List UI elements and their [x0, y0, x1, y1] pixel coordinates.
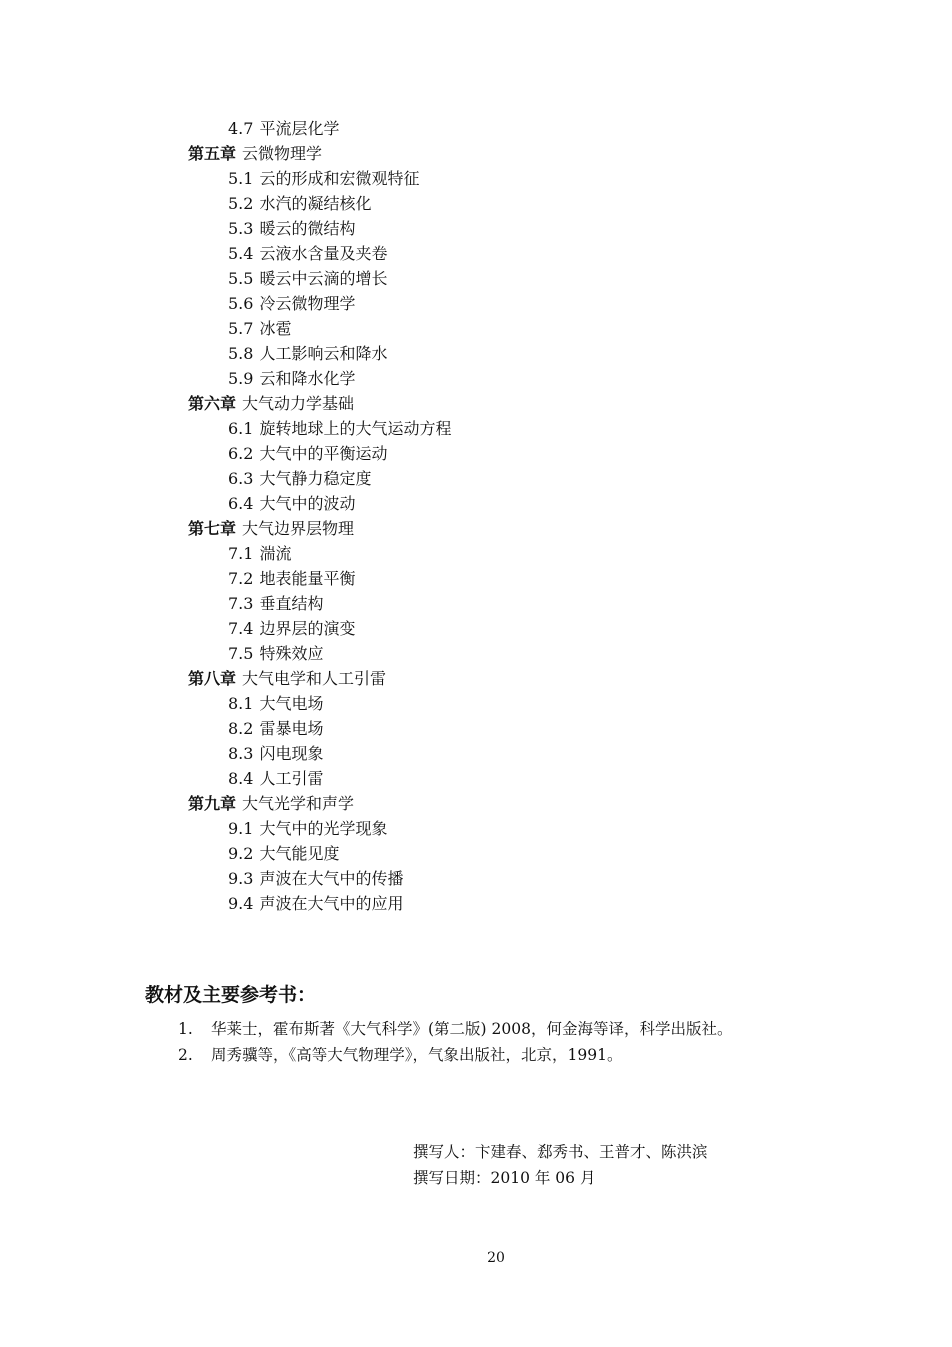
- toc-title: 大气中的波动: [259, 494, 356, 513]
- toc-number: 6.3: [228, 469, 254, 488]
- reference-item: [178, 1042, 878, 1068]
- toc-number: 7.3: [228, 594, 254, 613]
- toc-title: 暖云的微结构: [259, 219, 356, 238]
- toc-number: 5.2: [228, 194, 254, 213]
- toc-number: 4.7: [228, 119, 254, 138]
- toc-title: 声波在大气中的传播: [259, 869, 404, 888]
- toc-title: 垂直结构: [259, 594, 324, 613]
- toc-number: 7.5: [228, 644, 254, 663]
- toc-chapter: [188, 666, 788, 691]
- toc-title: 大气电场: [259, 694, 324, 713]
- toc-number: 第七章: [188, 519, 237, 538]
- toc-title: 边界层的演变: [259, 619, 356, 638]
- toc-number: 5.5: [228, 269, 254, 288]
- toc-section: [188, 541, 788, 566]
- toc-number: 5.3: [228, 219, 254, 238]
- toc-number: 9.1: [228, 819, 254, 838]
- toc-section: [188, 241, 788, 266]
- toc-number: 9.4: [228, 894, 254, 913]
- toc-title: 大气中的光学现象: [259, 819, 388, 838]
- toc-chapter: [188, 791, 788, 816]
- toc-number: 7.4: [228, 619, 254, 638]
- toc-title: 闪电现象: [259, 744, 324, 763]
- toc-section: [188, 866, 788, 891]
- toc-number: 8.4: [228, 769, 254, 788]
- toc-title: 地表能量平衡: [259, 569, 356, 588]
- toc-section: [188, 116, 788, 141]
- toc-section: [188, 641, 788, 666]
- reference-index: 1.: [178, 1020, 193, 1038]
- toc-number: 第五章: [188, 144, 237, 163]
- toc-number: 7.2: [228, 569, 254, 588]
- toc-title: 云液水含量及夹卷: [259, 244, 388, 263]
- toc-section: [188, 466, 788, 491]
- toc-title: 声波在大气中的应用: [259, 894, 404, 913]
- toc-title: 大气能见度: [259, 844, 340, 863]
- toc-section: [188, 366, 788, 391]
- toc-number: 5.7: [228, 319, 254, 338]
- toc-title: 云微物理学: [242, 144, 323, 163]
- toc-section: [188, 316, 788, 341]
- toc-section: [188, 741, 788, 766]
- toc-section: [188, 191, 788, 216]
- reference-text: 华莱士，霍布斯著《大气科学》(第二版) 2008，何金海等译，科学出版社。: [211, 1020, 733, 1038]
- toc-number: 第六章: [188, 394, 237, 413]
- toc-section: [188, 266, 788, 291]
- toc-number: 6.1: [228, 419, 254, 438]
- toc-title: 冷云微物理学: [259, 294, 356, 313]
- toc-title: 大气边界层物理: [242, 519, 355, 538]
- toc-section: [188, 591, 788, 616]
- toc-section: [188, 291, 788, 316]
- references-list: [178, 1016, 878, 1068]
- toc-title: 水汽的凝结核化: [259, 194, 372, 213]
- reference-index: 2.: [178, 1046, 193, 1064]
- date-line: 撰写日期：2010 年 06 月: [413, 1169, 596, 1187]
- reference-item: [178, 1016, 878, 1042]
- toc-number: 5.9: [228, 369, 254, 388]
- toc-title: 特殊效应: [259, 644, 324, 663]
- toc-title: 大气静力稳定度: [259, 469, 372, 488]
- toc-chapter: [188, 141, 788, 166]
- toc-number: 8.2: [228, 719, 254, 738]
- toc-chapter: [188, 516, 788, 541]
- table-of-contents: [188, 116, 788, 916]
- toc-section: [188, 166, 788, 191]
- toc-section: [188, 491, 788, 516]
- toc-title: 冰雹: [259, 319, 292, 338]
- toc-number: 8.3: [228, 744, 254, 763]
- toc-section: [188, 616, 788, 641]
- toc-number: 9.3: [228, 869, 254, 888]
- toc-section: [188, 416, 788, 441]
- toc-section: [188, 716, 788, 741]
- toc-section: [188, 691, 788, 716]
- toc-chapter: [188, 391, 788, 416]
- toc-title: 人工引雷: [259, 769, 324, 788]
- toc-title: 雷暴电场: [259, 719, 324, 738]
- author-block: [413, 1139, 708, 1191]
- toc-title: 大气光学和声学: [242, 794, 355, 813]
- toc-title: 大气电学和人工引雷: [242, 669, 387, 688]
- toc-number: 第八章: [188, 669, 237, 688]
- toc-number: 7.1: [228, 544, 254, 563]
- toc-title: 大气动力学基础: [242, 394, 355, 413]
- toc-section: [188, 216, 788, 241]
- toc-number: 6.4: [228, 494, 254, 513]
- toc-title: 人工影响云和降水: [259, 344, 388, 363]
- toc-number: 5.6: [228, 294, 254, 313]
- toc-number: 第九章: [188, 794, 237, 813]
- toc-title: 云和降水化学: [259, 369, 356, 388]
- toc-section: [188, 891, 788, 916]
- toc-number: 6.2: [228, 444, 254, 463]
- toc-title: 平流层化学: [259, 119, 340, 138]
- toc-section: [188, 341, 788, 366]
- page-number: 20: [487, 1250, 505, 1266]
- references-heading: 教材及主要参考书：: [145, 984, 317, 1006]
- toc-number: 8.1: [228, 694, 254, 713]
- toc-number: 5.1: [228, 169, 254, 188]
- toc-title: 旋转地球上的大气运动方程: [259, 419, 452, 438]
- toc-section: [188, 566, 788, 591]
- toc-number: 5.8: [228, 344, 254, 363]
- toc-section: [188, 441, 788, 466]
- toc-title: 大气中的平衡运动: [259, 444, 388, 463]
- toc-section: [188, 766, 788, 791]
- toc-number: 9.2: [228, 844, 254, 863]
- authors-line: 撰写人：卞建春、郄秀书、王普才、陈洪滨: [413, 1143, 708, 1161]
- toc-number: 5.4: [228, 244, 254, 263]
- reference-text: 周秀骥等，《高等大气物理学》，气象出版社，北京，1991。: [211, 1046, 623, 1064]
- toc-title: 云的形成和宏微观特征: [259, 169, 420, 188]
- toc-title: 暖云中云滴的增长: [259, 269, 388, 288]
- toc-section: [188, 816, 788, 841]
- toc-section: [188, 841, 788, 866]
- toc-title: 湍流: [259, 544, 292, 563]
